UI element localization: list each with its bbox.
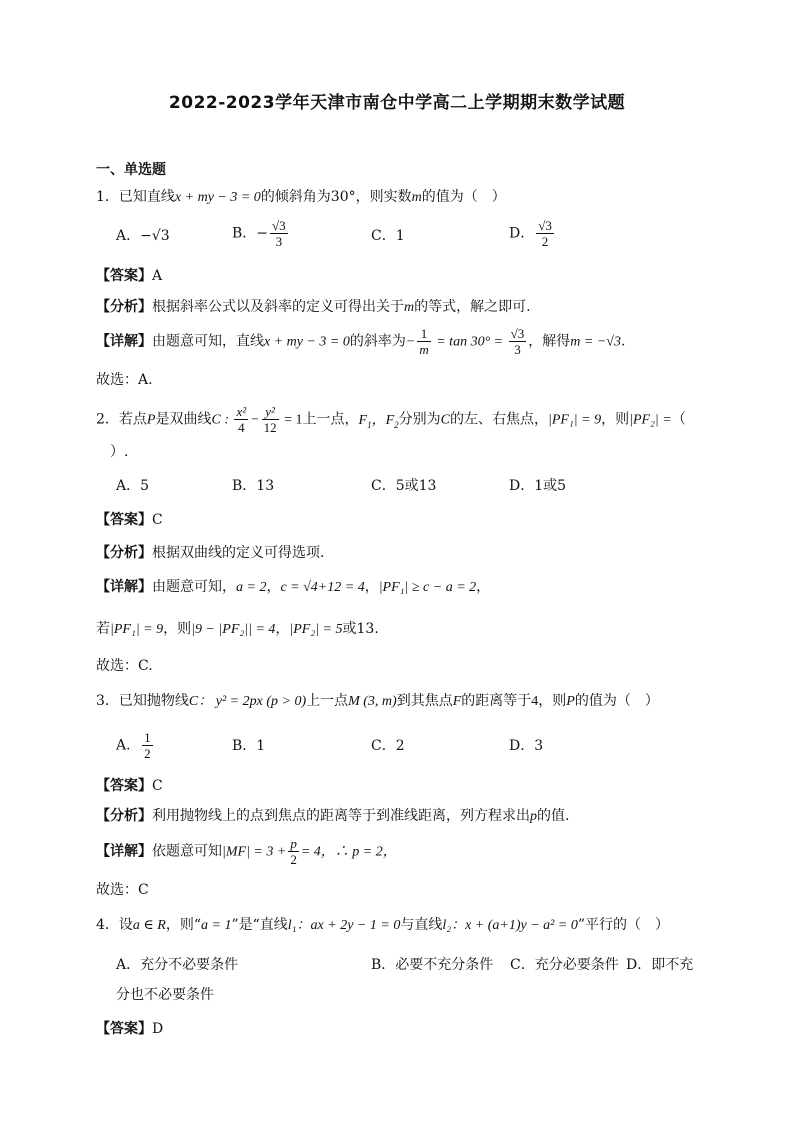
answer-label: 【答案】 [96, 1021, 152, 1037]
q4-option-b: B．必要不充分条件 [371, 957, 494, 973]
q1-option-b-prefix: B．− [232, 225, 269, 242]
q2-detail-eq3: |PF₁| ≥ c − a = 2 [378, 580, 477, 595]
q2-text-b: 是双曲线 [155, 411, 212, 428]
choose-label: 故选： [96, 372, 138, 388]
q2-line2-eq1: |PF₁| = 9 [110, 622, 164, 637]
q2-pf2: |PF₂| = [629, 412, 672, 428]
q3-choose-value: C [138, 882, 149, 898]
q2-analysis [96, 543, 324, 563]
q1-answer-value: A [152, 268, 163, 284]
q2-hyperbola-y: $\frac{\text{y²}}{12}$ [263, 404, 277, 435]
q3-stem [96, 691, 659, 712]
q4-option-c: C．充分必要条件 [510, 957, 619, 973]
q1-choose-value: A. [138, 372, 153, 388]
q2-text-a: 若点 [118, 411, 147, 428]
q1-option-d-num: √3 [538, 218, 552, 233]
q1-option-d-den: 2 [541, 234, 549, 249]
q1-option-b [232, 218, 290, 249]
q2-text-f: ，则 [601, 411, 630, 428]
q2-line2-eq2: |9 − |PF₂|| = 4 [191, 622, 276, 637]
answer-label: 【答案】 [96, 512, 152, 528]
q3-detail [96, 836, 397, 867]
q2-detail-end: ， [476, 579, 491, 595]
q3-text-e: ，则 [538, 693, 567, 709]
q1-detail-eq: x + my − 3 = 0 [264, 334, 350, 350]
q3-option-a-fraction [142, 730, 153, 761]
q4-eq-a: a ∈ R [132, 918, 166, 933]
answer-label: 【答案】 [96, 778, 152, 794]
q1-option-b-den: 3 [275, 234, 283, 249]
q4-eq-l2: l₂：x + (a+1)y − a² = 0 [442, 918, 578, 933]
q2-line2-c: ， [275, 621, 290, 637]
detail-label: 【详解】 [96, 333, 152, 350]
q3-option-a-den: 2 [144, 746, 151, 761]
q1-option-d-prefix: D． [509, 225, 535, 242]
q1-detail-frac2: $\frac{√3}{3}$ [510, 326, 525, 357]
q4-answer-value: D [152, 1021, 164, 1037]
q2-line2-d: 或13. [342, 621, 379, 637]
q2-detail-sep2: ， [364, 579, 379, 595]
q2-text-c: 上一点， [302, 411, 359, 428]
q3-four: 4 [531, 694, 539, 709]
q3-text-c: 到其焦点 [396, 693, 453, 709]
q2-paren: （ [671, 411, 686, 428]
analysis-label: 【分析】 [96, 299, 152, 315]
q2-detail-eq2: c = √4+12 = 4 [280, 580, 365, 595]
q3-option-d: D．3 [509, 738, 544, 754]
q2-text-d: 分别为 [398, 411, 441, 428]
answer-label: 【答案】 [96, 268, 152, 284]
q2-stem-line2: ）. [110, 444, 129, 460]
choose-label: 故选： [96, 658, 138, 674]
q1-var: m [411, 190, 422, 205]
q1-answer [96, 266, 162, 286]
q3-text-a: 已知抛物线 [118, 693, 189, 709]
q3-option-a-num: 1 [144, 730, 151, 745]
q1-analysis-a: 根据斜率公式以及斜率的定义可得出关于 [152, 299, 404, 315]
q3-detail-fraction [288, 836, 299, 867]
analysis-label: 【分析】 [96, 545, 152, 561]
q2-line2-eq3: |PF₂| = 5 [289, 622, 343, 637]
q4-eq-b: a = 1 [201, 918, 232, 933]
q1-detail-a: 由题意可知，直线 [152, 333, 264, 350]
q4-eq-l1: l₁：ax + 2y − 1 = 0 [287, 918, 401, 933]
q1-detail-frac1: $\frac{1}{m}$ [419, 326, 429, 357]
q4-text-a: 设 [118, 917, 133, 933]
q2-detail-a: 由题意可知， [152, 579, 236, 595]
q2-hyperbola-x: $\frac{\text{x²}}{4}$ [236, 404, 247, 435]
q1-detail-end: . [620, 333, 626, 350]
q2-analysis-text: 根据双曲线的定义可得选项. [152, 545, 325, 561]
q3-option-c: C．2 [371, 738, 405, 754]
q3-p: P [566, 694, 575, 709]
q2-choose [96, 656, 153, 676]
q3-detail-eq2: = 4，∴ p = 2， [300, 844, 397, 860]
q3-detail-a: 依题意可知 [152, 843, 222, 860]
q4-option-d-cont: 分也不必要条件 [116, 987, 214, 1003]
q1-option-a: A．−√3 [116, 228, 170, 244]
q3-detail-eq: |MF| = 3 + [222, 844, 287, 860]
q2-pf1: |PF₁| = 9 [547, 412, 602, 428]
q1-equation: x + my − 3 = 0 [174, 190, 261, 205]
q1-text-b: 的倾斜角为30°，则实数 [260, 189, 412, 205]
q3-option-a [116, 730, 155, 761]
q1-analysis [96, 297, 531, 318]
q3-answer [96, 776, 163, 796]
q1-text-a: 已知直线 [118, 189, 175, 205]
q1-analysis-var: m [404, 300, 415, 315]
q1-detail-b: 的斜率为 [349, 333, 406, 350]
q3-option-a-prefix: A． [116, 737, 141, 754]
q1-option-c: C．1 [371, 228, 405, 244]
q4-option-a: A．充分不必要条件 [116, 957, 239, 973]
q4-answer [96, 1019, 163, 1039]
q2-detail-eq1: a = 2 [236, 580, 267, 595]
q4-text-b: ，则“ [165, 917, 202, 933]
q1-stem [96, 187, 506, 208]
q3-text-f: 的值为（ ） [574, 693, 659, 709]
q3-analysis-var: p [530, 809, 537, 824]
q2-option-c: C．5或13 [371, 478, 437, 494]
detail-label: 【详解】 [96, 579, 152, 595]
q3-point: M (3, m) [348, 694, 397, 709]
q4-text-e: ”平行的（ ） [577, 917, 669, 933]
q2-answer [96, 510, 163, 530]
q1-option-d-fraction [536, 218, 554, 249]
q1-option-b-fraction [270, 218, 288, 249]
q1-detail-d: m = −√3 [570, 334, 621, 350]
q2-line2-b: ，则 [163, 621, 192, 637]
q2-answer-value: C [152, 512, 163, 528]
q1-text-c: 的值为（ ） [421, 189, 506, 205]
q1-detail-c: ，解得 [528, 333, 571, 350]
q4-text-c: ”是“直线 [231, 917, 288, 933]
q3-answer-value: C [152, 778, 163, 794]
q2-stem: 2．若点P是双曲线C : $\frac{\text{x²}}{4}$ − $\frac{\text{y²}}{12}$ = 1上一点，$F_1$，$F_2$分别为C的左、右焦点，|PF₁| = 9，则|PF₂| =（ [96, 404, 686, 435]
choose-label: 故选： [96, 882, 138, 898]
q2-number: 2． [96, 411, 119, 428]
q3-focus: F [452, 694, 462, 709]
q3-text-d: 的距离等于 [461, 693, 532, 709]
q3-detail-num: p [290, 836, 297, 851]
q1-choose [96, 370, 153, 390]
q2-option-b: B．13 [232, 478, 275, 494]
q4-text-d: 与直线 [400, 917, 443, 933]
q2-detail-line2 [96, 619, 379, 640]
page-title: 2022-2023学年天津市南仓中学高二上学期期末数学试题 [168, 93, 626, 113]
q1-option-d [509, 218, 556, 249]
q2-text-e: 的左、右焦点， [449, 411, 548, 428]
q3-equation: C： y² = 2px (p > 0) [188, 694, 307, 709]
q1-option-b-num: √3 [272, 218, 286, 233]
q2-detail-sep1: ， [266, 579, 281, 595]
q3-analysis [96, 806, 569, 827]
q1-detail: 【详解】由题意可知，直线x + my − 3 = 0的斜率为− $\frac{1}{m}$ = tan 30° = $\frac{√3}{3}$ ，解得m = −√3. [96, 326, 626, 357]
q3-number: 3． [96, 693, 119, 709]
q3-analysis-a: 利用抛物线上的点到焦点的距离等于到准线距离，列方程求出 [152, 808, 530, 824]
q3-choose [96, 880, 149, 900]
q1-number: 1． [96, 189, 119, 205]
q1-analysis-b: 的等式，解之即可. [414, 299, 531, 315]
section-heading: 一、单选题 [96, 162, 166, 178]
detail-label: 【详解】 [96, 843, 152, 860]
q3-analysis-b: 的值. [537, 808, 570, 824]
q2-detail [96, 577, 490, 598]
q2-option-a: A．5 [116, 478, 150, 494]
q3-detail-den: 2 [290, 852, 297, 867]
q3-text-b: 上一点 [306, 693, 349, 709]
q4-option-d: D．即不充 [626, 957, 694, 973]
q2-choose-value: C. [138, 658, 153, 674]
q4-stem [96, 915, 669, 936]
q2-line2-a: 若 [96, 621, 110, 637]
q4-number: 4． [96, 917, 119, 933]
q3-option-b: B．1 [232, 738, 266, 754]
q2-option-d: D．1或5 [509, 478, 567, 494]
analysis-label: 【分析】 [96, 808, 152, 824]
